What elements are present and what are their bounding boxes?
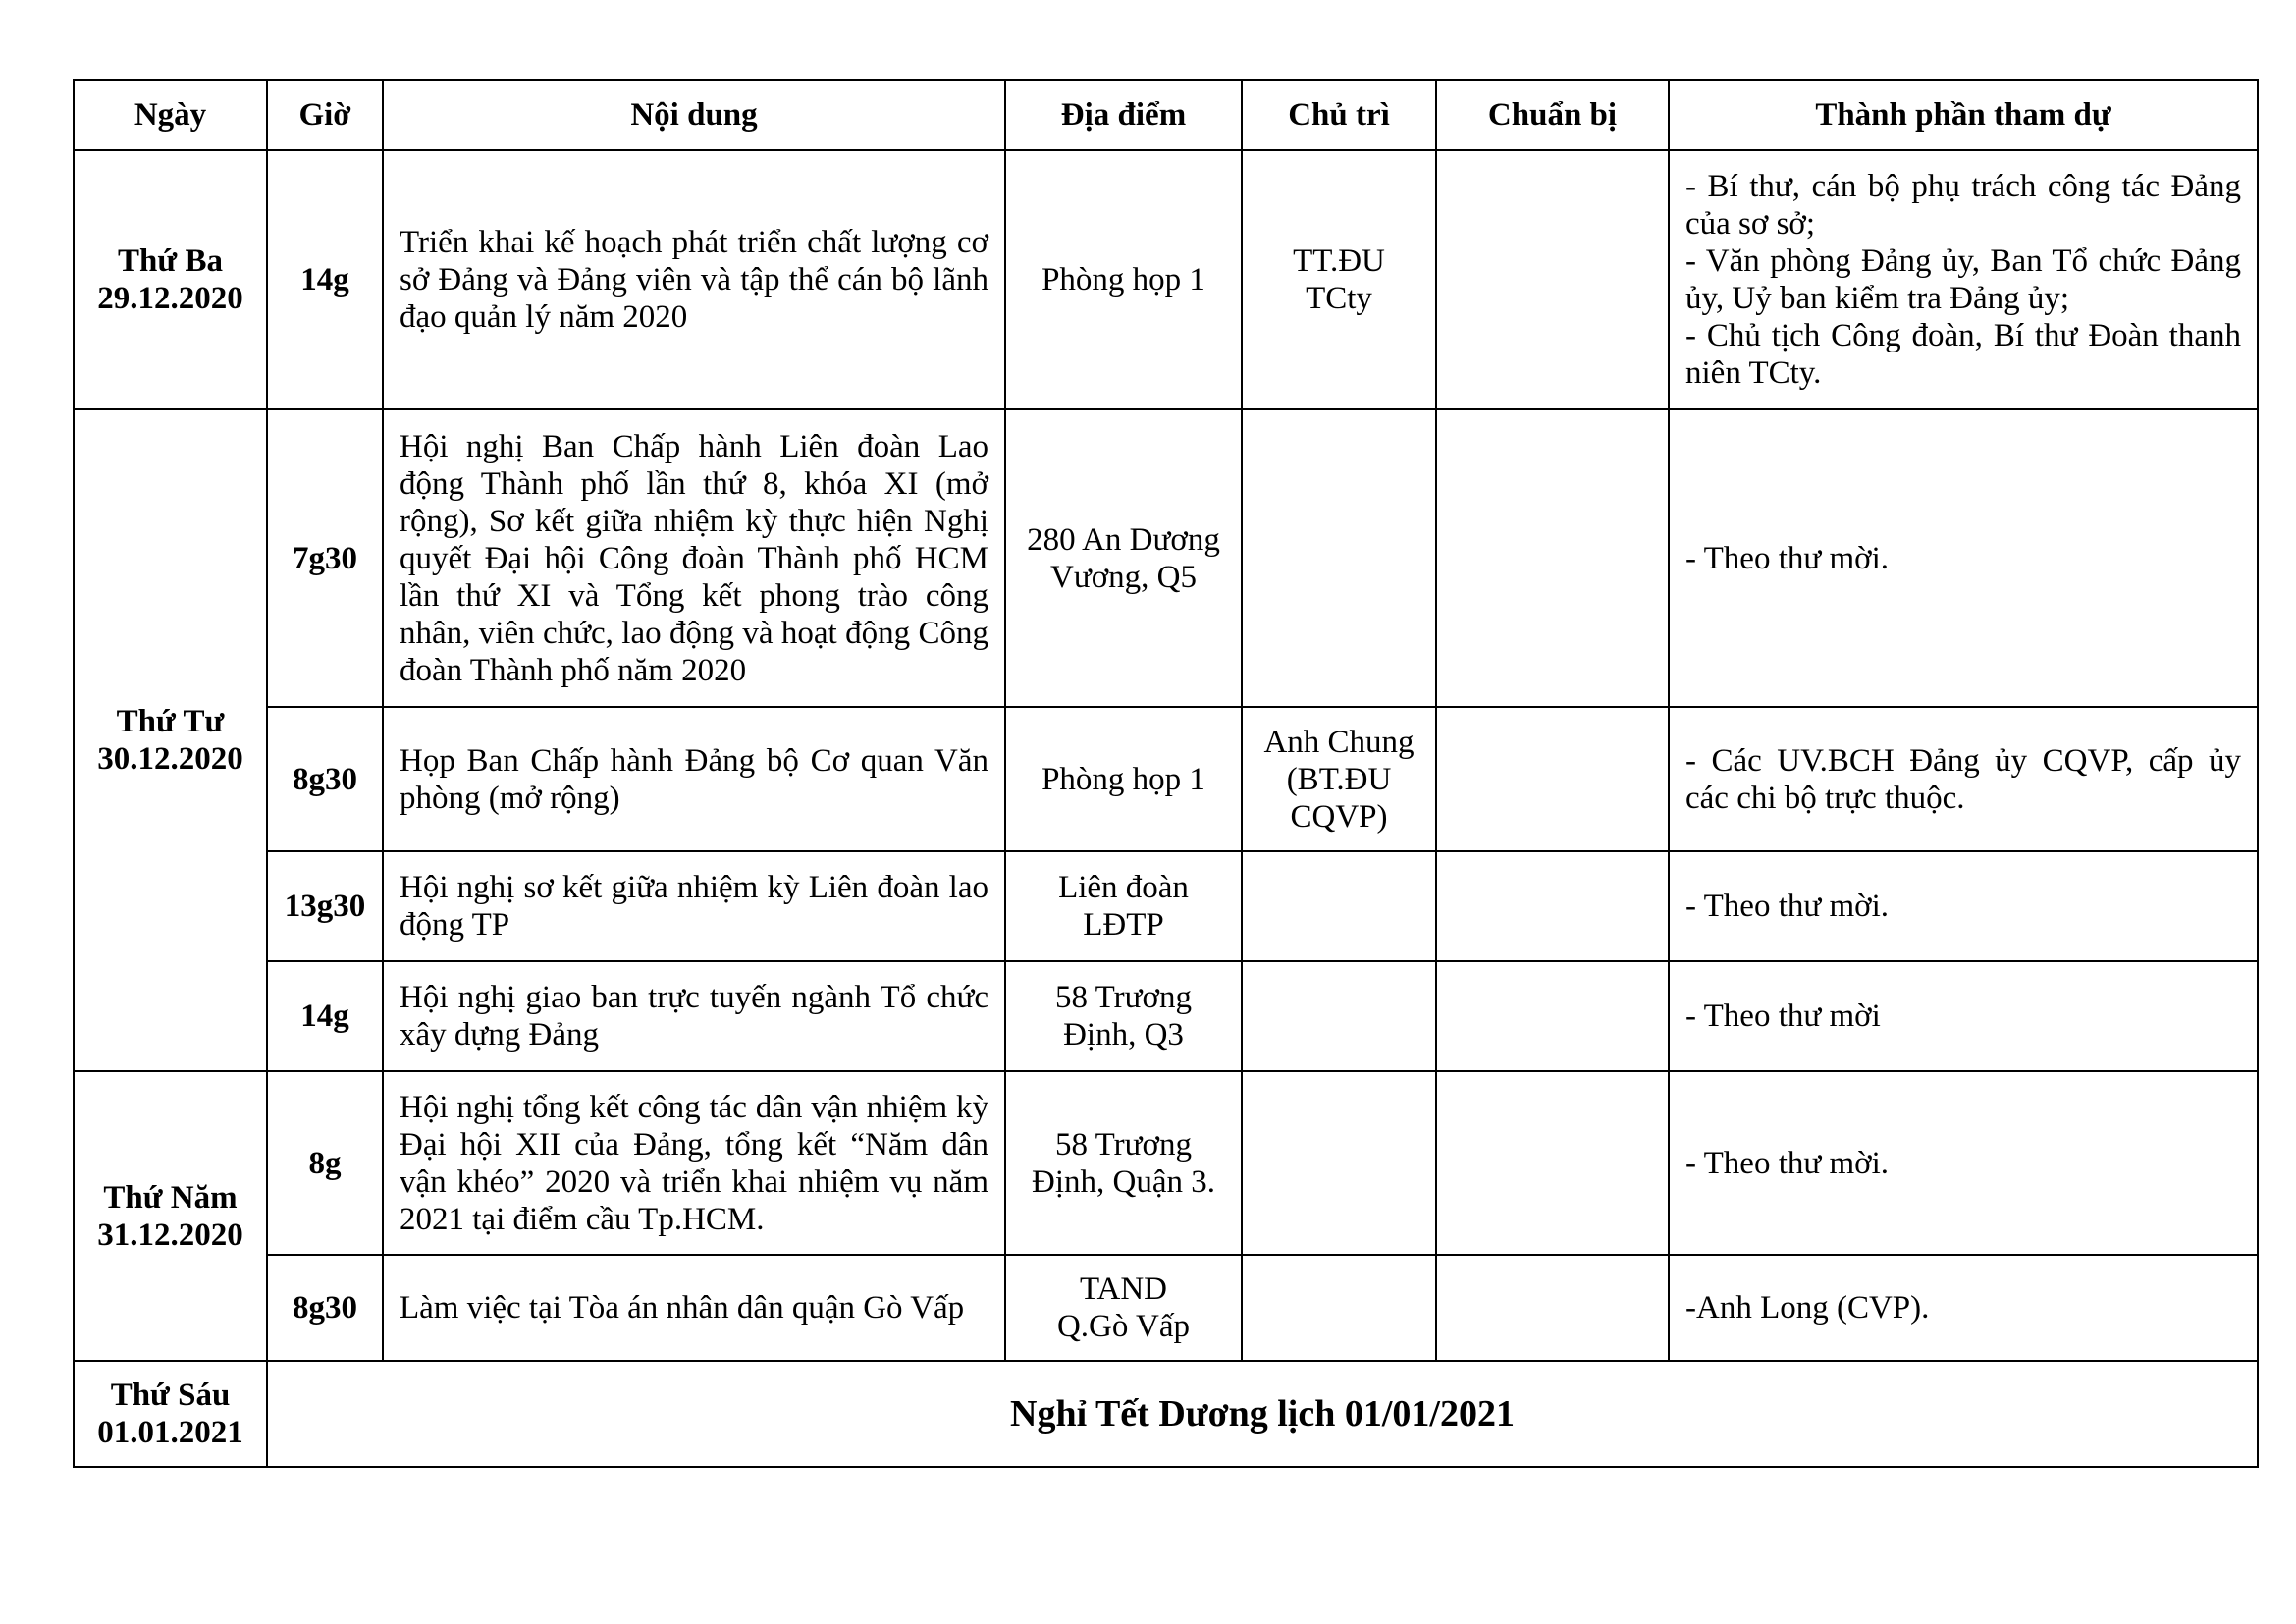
host-line: Anh Chung — [1263, 724, 1415, 760]
day-cell — [74, 409, 267, 1071]
host-cell — [1242, 1255, 1436, 1361]
attendee-line: - Theo thư mời. — [1685, 540, 1890, 576]
host-line: (BT.ĐU — [1286, 761, 1392, 797]
place-line: Q.Gò Vấp — [1056, 1309, 1191, 1344]
place-cell — [1005, 707, 1242, 851]
attendees-cell — [1669, 961, 2258, 1071]
place-line: 280 An Dương — [1027, 521, 1220, 558]
prepare-cell — [1436, 1255, 1669, 1361]
host-cell — [1242, 409, 1436, 707]
attendee-line: - Bí thư, cán bộ phụ trách công tác Đảng của sơ sở; — [1685, 169, 2241, 242]
host-cell — [1242, 1071, 1436, 1255]
place-cell — [1005, 851, 1242, 961]
header-place: Địa điểm — [1005, 80, 1242, 150]
host-line: TT.ĐU — [1293, 244, 1385, 279]
time-cell: 14g — [267, 150, 383, 409]
place-line: 58 Trương — [1055, 980, 1192, 1015]
place-line: Định, Q3 — [1063, 1017, 1184, 1053]
day-weekday: Thứ Năm — [103, 1179, 238, 1216]
table-row — [74, 1071, 2258, 1255]
attendees-cell — [1669, 851, 2258, 961]
attendees-cell — [1669, 707, 2258, 851]
header-attendees: Thành phần tham dự — [1669, 80, 2258, 150]
day-weekday: Thứ Ba — [118, 244, 223, 279]
content-cell: Triển khai kế hoạch phát triển chất lượng cơ sở Đảng và Đảng viên và tập thể cán bộ lãnh đạo quản lý năm 2020 — [383, 150, 1005, 409]
attendee-line: - Các UV.BCH Đảng ủy CQVP, cấp ủy các chi bộ trực thuộc. — [1685, 742, 2241, 816]
prepare-cell — [1436, 409, 1669, 707]
day-date: 29.12.2020 — [97, 281, 243, 316]
day-date: 30.12.2020 — [97, 741, 243, 777]
place-cell — [1005, 409, 1242, 707]
attendee-line: - Văn phòng Đảng ủy, Ban Tổ chức Đảng ủy, Uỷ ban kiểm tra Đảng ủy; — [1685, 244, 2241, 316]
place-cell — [1005, 1255, 1242, 1361]
header-time: Giờ — [267, 80, 383, 150]
day-cell — [74, 150, 267, 409]
table-row — [74, 851, 2258, 961]
attendees-cell — [1669, 150, 2258, 409]
content-cell: Hội nghị giao ban trực tuyến ngành Tổ chức xây dựng Đảng — [383, 961, 1005, 1071]
place-cell — [1005, 961, 1242, 1071]
holiday-notice: Nghỉ Tết Dương lịch 01/01/2021 — [267, 1361, 2258, 1467]
header-row — [74, 80, 2258, 150]
attendee-line: -Anh Long (CVP). — [1685, 1290, 1930, 1326]
table-row — [74, 150, 2258, 409]
place-line: Liên đoàn — [1058, 870, 1189, 905]
prepare-cell — [1436, 851, 1669, 961]
attendee-line: - Chủ tịch Công đoàn, Bí thư Đoàn thanh niên TCty. — [1685, 318, 2241, 391]
day-date: 01.01.2021 — [97, 1415, 243, 1450]
time-cell: 14g — [267, 961, 383, 1071]
place-line: Định, Quận 3. — [1032, 1164, 1215, 1200]
table-row — [74, 961, 2258, 1071]
place-line: TAND — [1079, 1272, 1167, 1307]
host-line: CQVP) — [1290, 798, 1388, 835]
content-cell: Làm việc tại Tòa án nhân dân quận Gò Vấp — [383, 1255, 1005, 1361]
header-date: Ngày — [74, 80, 267, 150]
day-cell — [74, 1361, 267, 1467]
table-row — [74, 707, 2258, 851]
attendee-line: - Theo thư mời. — [1685, 889, 1890, 924]
attendee-line: - Theo thư mời — [1685, 999, 1881, 1034]
place-line: LĐTP — [1083, 907, 1164, 943]
day-weekday: Thứ Sáu — [110, 1378, 231, 1413]
table-row — [74, 1361, 2258, 1467]
place-cell — [1005, 150, 1242, 409]
host-cell — [1242, 851, 1436, 961]
host-line: TCty — [1306, 281, 1372, 316]
schedule-table — [73, 79, 2259, 1468]
time-cell: 8g30 — [267, 707, 383, 851]
prepare-cell — [1436, 150, 1669, 409]
time-cell: 13g30 — [267, 851, 383, 961]
host-cell — [1242, 961, 1436, 1071]
day-date: 31.12.2020 — [97, 1217, 243, 1253]
attendees-cell — [1669, 1255, 2258, 1361]
time-cell: 8g30 — [267, 1255, 383, 1361]
host-cell — [1242, 150, 1436, 409]
place-line: Vương, Q5 — [1050, 559, 1197, 595]
attendees-cell — [1669, 1071, 2258, 1255]
content-cell: Hội nghị sơ kết giữa nhiệm kỳ Liên đoàn lao động TP — [383, 851, 1005, 961]
prepare-cell — [1436, 961, 1669, 1071]
content-cell: Họp Ban Chấp hành Đảng bộ Cơ quan Văn phòng (mở rộng) — [383, 707, 1005, 851]
header-host: Chủ trì — [1242, 80, 1436, 150]
place-line: 58 Trương — [1055, 1126, 1192, 1163]
prepare-cell — [1436, 1071, 1669, 1255]
day-cell — [74, 1071, 267, 1361]
table-row — [74, 409, 2258, 707]
content-cell: Hội nghị Ban Chấp hành Liên đoàn Lao động Thành phố lần thứ 8, khóa XI (mở rộng), Sơ kết giữa nhiệm kỳ thực hiện Nghị quyết Đại hội Công đoàn Thành phố HCM lần thứ XI và Tổng kết phong trào công nhân, viên chức, lao động và hoạt động Công đoàn Thành phố năm 2020 — [383, 409, 1005, 707]
header-prepare: Chuẩn bị — [1436, 80, 1669, 150]
place-line: Phòng họp 1 — [1041, 761, 1205, 797]
place-cell — [1005, 1071, 1242, 1255]
prepare-cell — [1436, 707, 1669, 851]
host-cell — [1242, 707, 1436, 851]
day-weekday: Thứ Tư — [116, 704, 225, 739]
table-row — [74, 1255, 2258, 1361]
attendees-cell — [1669, 409, 2258, 707]
attendee-line: - Theo thư mời. — [1685, 1145, 1890, 1181]
header-content: Nội dung — [383, 80, 1005, 150]
time-cell: 7g30 — [267, 409, 383, 707]
content-cell: Hội nghị tổng kết công tác dân vận nhiệm kỳ Đại hội XII của Đảng, tổng kết “Năm dân vận khéo” 2020 và triển khai nhiệm vụ năm 2021 tại điểm cầu Tp.HCM. — [383, 1071, 1005, 1255]
place-line: Phòng họp 1 — [1041, 262, 1205, 298]
time-cell: 8g — [267, 1071, 383, 1255]
